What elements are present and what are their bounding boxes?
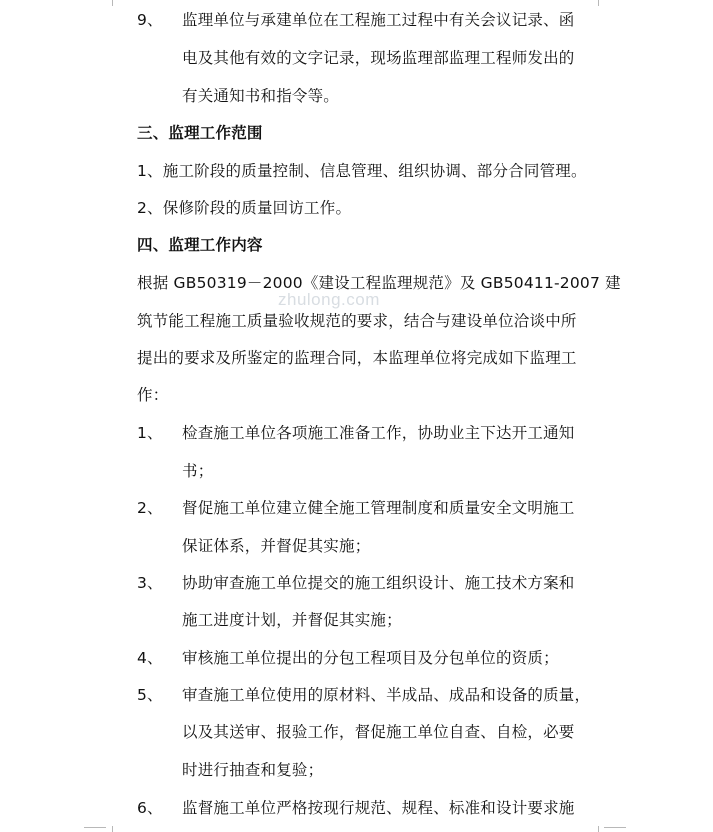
crop-mark-top-left-v	[112, 0, 113, 6]
crop-mark-bottom-left-h	[84, 827, 106, 828]
scope-line: 2、保修阶段的质量回访工作。	[137, 199, 352, 217]
paragraph-line: 提出的要求及所鉴定的监理合同，本监理单位将完成如下监理工	[137, 349, 577, 367]
item-text-line: 监理单位与承建单位在工程施工过程中有关会议记录、函	[182, 11, 575, 29]
item-text-line: 书；	[182, 462, 214, 480]
item-number: 2、	[137, 499, 163, 517]
crop-mark-bottom-right-h	[604, 827, 626, 828]
item-text-line: 审查施工单位使用的原材料、半成品、成品和设备的质量，	[182, 686, 591, 704]
item-number: 6、	[137, 799, 163, 817]
item-text-line: 保证体系，并督促其实施；	[182, 537, 371, 555]
item-text-line: 审核施工单位提出的分包工程项目及分包单位的资质；	[182, 649, 559, 667]
item-number: 4、	[137, 649, 163, 667]
item-number: 9、	[137, 11, 163, 29]
paragraph-line: 筑节能工程施工质量验收规范的要求，结合与建设单位洽谈中所	[137, 312, 577, 330]
paragraph-line: 作：	[137, 386, 169, 404]
item-text-line: 督促施工单位建立健全施工管理制度和质量安全文明施工	[182, 499, 575, 517]
item-text-line: 有关通知书和指令等。	[182, 87, 340, 105]
item-number: 1、	[137, 424, 163, 442]
item-text-line: 时进行抽查和复验；	[182, 761, 324, 779]
item-text-line: 检查施工单位各项施工准备工作，协助业主下达开工通知	[182, 424, 575, 442]
item-text-line: 监督施工单位严格按现行规范、规程、标准和设计要求施	[182, 799, 575, 817]
item-text-line: 电及其他有效的文字记录，现场监理部监理工程师发出的	[182, 49, 575, 67]
scope-line: 1、施工阶段的质量控制、信息管理、组织协调、部分合同管理。	[137, 162, 587, 180]
item-text-line: 以及其送审、报验工作，督促施工单位自查、自检，必要	[182, 723, 575, 741]
watermark: zhulong.com	[278, 290, 380, 309]
item-text-line: 施工进度计划，并督促其实施；	[182, 611, 402, 629]
crop-mark-bottom-right-v	[598, 826, 599, 832]
section-heading: 四、监理工作内容	[137, 236, 263, 254]
paragraph-line: 根据 GB50319－2000《建设工程监理规范》及 GB50411-2007 建	[137, 274, 621, 292]
crop-mark-top-right-v	[598, 0, 599, 6]
crop-mark-bottom-left-v	[112, 826, 113, 832]
section-heading: 三、监理工作范围	[137, 124, 263, 142]
item-text-line: 协助审查施工单位提交的施工组织设计、施工技术方案和	[182, 574, 575, 592]
item-number: 5、	[137, 686, 163, 704]
item-number: 3、	[137, 574, 163, 592]
